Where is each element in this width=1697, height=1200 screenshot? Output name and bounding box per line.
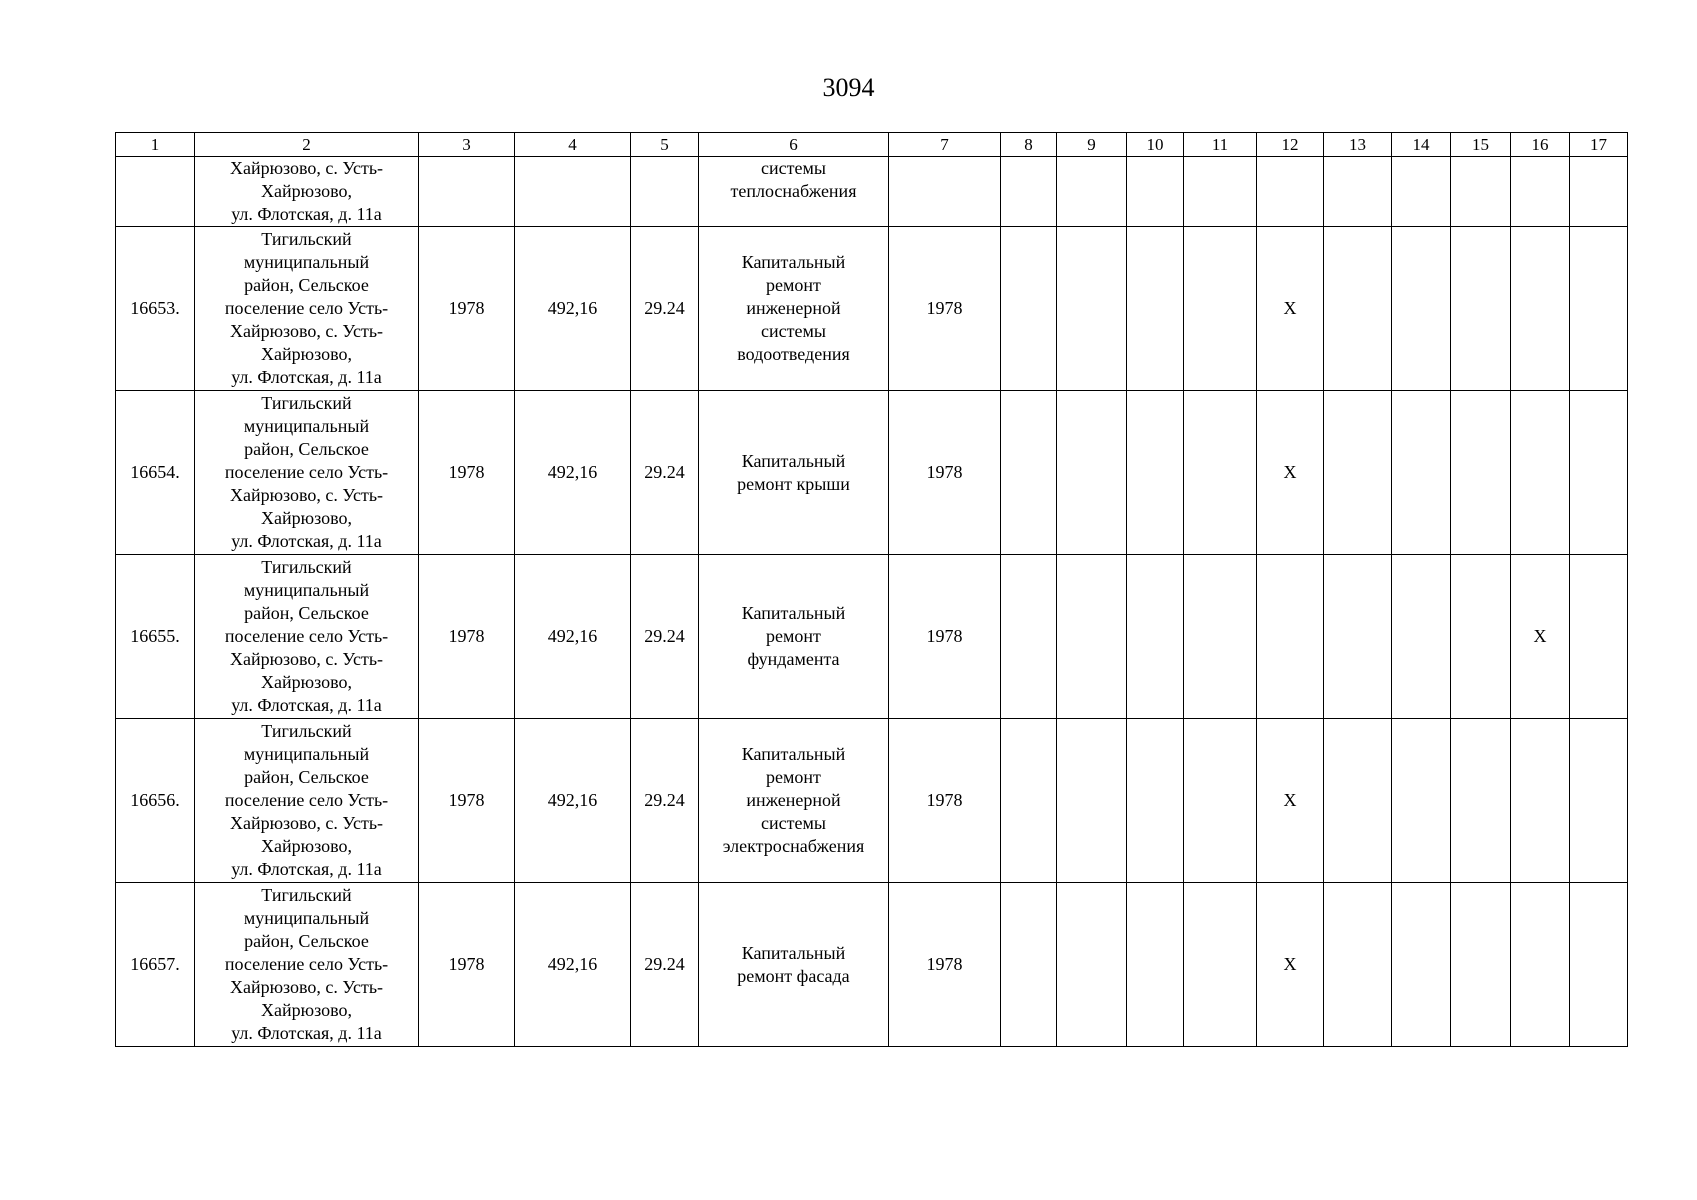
cell-col9 (1057, 719, 1127, 883)
cell-col13 (1324, 227, 1392, 391)
cell-year: 1978 (419, 719, 515, 883)
capital-repair-table (115, 132, 1628, 1047)
cell-work: Капитальный ремонт фундамента (699, 555, 889, 719)
cell-col16 (1511, 883, 1570, 1047)
cell-area: 492,16 (515, 719, 631, 883)
cell-year2: 1978 (889, 227, 1001, 391)
cell-col10 (1127, 391, 1184, 555)
table-row (116, 883, 1628, 1047)
column-header: 16 (1511, 133, 1570, 157)
cell-col8 (1001, 555, 1057, 719)
cell-address: Хайрюзово, с. Усть- Хайрюзово, ул. Флотская, д. 11а (195, 157, 419, 227)
cell-year: 1978 (419, 391, 515, 555)
cell-col9 (1057, 227, 1127, 391)
cell-col17 (1570, 883, 1628, 1047)
cell-year (419, 157, 515, 227)
cell-address: Тигильский муниципальный район, Сельское поселение село Усть- Хайрюзово, с. Усть- Хайрюзово, ул. Флотская, д. 11а (195, 227, 419, 391)
cell-area: 492,16 (515, 883, 631, 1047)
cell-col15 (1451, 227, 1511, 391)
cell-col17 (1570, 157, 1628, 227)
cell-col17 (1570, 227, 1628, 391)
cell-col8 (1001, 157, 1057, 227)
cell-year: 1978 (419, 227, 515, 391)
cell-num: 16655. (116, 555, 195, 719)
column-header: 7 (889, 133, 1001, 157)
cell-col12: X (1257, 883, 1324, 1047)
cell-col12: X (1257, 227, 1324, 391)
cell-year: 1978 (419, 555, 515, 719)
cell-col9 (1057, 555, 1127, 719)
cell-col14 (1392, 719, 1451, 883)
continuation-row (116, 157, 1628, 227)
cell-address: Тигильский муниципальный район, Сельское поселение село Усть- Хайрюзово, с. Усть- Хайрюзово, ул. Флотская, д. 11а (195, 555, 419, 719)
cell-col14 (1392, 157, 1451, 227)
cell-year2: 1978 (889, 391, 1001, 555)
cell-col16: X (1511, 555, 1570, 719)
column-header: 3 (419, 133, 515, 157)
cell-rate: 29.24 (631, 883, 699, 1047)
column-header: 11 (1184, 133, 1257, 157)
cell-col16 (1511, 719, 1570, 883)
cell-col9 (1057, 391, 1127, 555)
cell-area: 492,16 (515, 391, 631, 555)
cell-col11 (1184, 227, 1257, 391)
cell-rate: 29.24 (631, 555, 699, 719)
page-number: 3094 (822, 73, 875, 102)
column-header: 5 (631, 133, 699, 157)
table-row (116, 227, 1628, 391)
cell-year: 1978 (419, 883, 515, 1047)
column-header: 2 (195, 133, 419, 157)
cell-col13 (1324, 719, 1392, 883)
column-header: 6 (699, 133, 889, 157)
table-row (116, 555, 1628, 719)
cell-col11 (1184, 391, 1257, 555)
column-header: 14 (1392, 133, 1451, 157)
cell-col8 (1001, 227, 1057, 391)
cell-area: 492,16 (515, 555, 631, 719)
column-header: 8 (1001, 133, 1057, 157)
cell-col8 (1001, 391, 1057, 555)
cell-col8 (1001, 883, 1057, 1047)
column-header: 4 (515, 133, 631, 157)
cell-work: системы теплоснабжения (699, 157, 889, 227)
cell-col10 (1127, 157, 1184, 227)
cell-col13 (1324, 883, 1392, 1047)
column-header: 10 (1127, 133, 1184, 157)
cell-col15 (1451, 555, 1511, 719)
cell-year2: 1978 (889, 555, 1001, 719)
cell-num: 16656. (116, 719, 195, 883)
cell-address: Тигильский муниципальный район, Сельское поселение село Усть- Хайрюзово, с. Усть- Хайрюзово, ул. Флотская, д. 11а (195, 391, 419, 555)
column-header: 13 (1324, 133, 1392, 157)
cell-col9 (1057, 157, 1127, 227)
cell-num: 16654. (116, 391, 195, 555)
cell-col14 (1392, 555, 1451, 719)
cell-area (515, 157, 631, 227)
cell-col10 (1127, 555, 1184, 719)
cell-year2: 1978 (889, 883, 1001, 1047)
cell-col17 (1570, 555, 1628, 719)
cell-col12: X (1257, 391, 1324, 555)
cell-col13 (1324, 391, 1392, 555)
cell-col16 (1511, 157, 1570, 227)
cell-col16 (1511, 391, 1570, 555)
cell-work: Капитальный ремонт инженерной системы электроснабжения (699, 719, 889, 883)
cell-col14 (1392, 391, 1451, 555)
cell-col15 (1451, 391, 1511, 555)
cell-work: Капитальный ремонт крыши (699, 391, 889, 555)
cell-col8 (1001, 719, 1057, 883)
table-row (116, 391, 1628, 555)
column-number-header (116, 133, 1628, 157)
column-header: 9 (1057, 133, 1127, 157)
cell-col10 (1127, 883, 1184, 1047)
cell-address: Тигильский муниципальный район, Сельское поселение село Усть- Хайрюзово, с. Усть- Хайрюзово, ул. Флотская, д. 11а (195, 719, 419, 883)
cell-col11 (1184, 719, 1257, 883)
column-header: 17 (1570, 133, 1628, 157)
cell-num: 16657. (116, 883, 195, 1047)
cell-area: 492,16 (515, 227, 631, 391)
cell-col9 (1057, 883, 1127, 1047)
cell-col11 (1184, 157, 1257, 227)
cell-col14 (1392, 227, 1451, 391)
cell-col15 (1451, 157, 1511, 227)
cell-col11 (1184, 555, 1257, 719)
cell-year2: 1978 (889, 719, 1001, 883)
column-header: 1 (116, 133, 195, 157)
cell-num: 16653. (116, 227, 195, 391)
cell-col17 (1570, 719, 1628, 883)
cell-col10 (1127, 227, 1184, 391)
cell-col10 (1127, 719, 1184, 883)
cell-col12: X (1257, 719, 1324, 883)
cell-rate: 29.24 (631, 719, 699, 883)
cell-col12 (1257, 555, 1324, 719)
cell-col16 (1511, 227, 1570, 391)
cell-rate (631, 157, 699, 227)
cell-col15 (1451, 719, 1511, 883)
table-row (116, 719, 1628, 883)
cell-address: Тигильский муниципальный район, Сельское поселение село Усть- Хайрюзово, с. Усть- Хайрюзово, ул. Флотская, д. 11а (195, 883, 419, 1047)
cell-col15 (1451, 883, 1511, 1047)
cell-work: Капитальный ремонт фасада (699, 883, 889, 1047)
cell-col17 (1570, 391, 1628, 555)
cell-col13 (1324, 157, 1392, 227)
cell-col13 (1324, 555, 1392, 719)
cell-rate: 29.24 (631, 227, 699, 391)
column-header: 15 (1451, 133, 1511, 157)
cell-col12 (1257, 157, 1324, 227)
cell-work: Капитальный ремонт инженерной системы водоотведения (699, 227, 889, 391)
cell-col11 (1184, 883, 1257, 1047)
column-header: 12 (1257, 133, 1324, 157)
cell-col14 (1392, 883, 1451, 1047)
cell-rate: 29.24 (631, 391, 699, 555)
cell-num (116, 157, 195, 227)
cell-year2 (889, 157, 1001, 227)
